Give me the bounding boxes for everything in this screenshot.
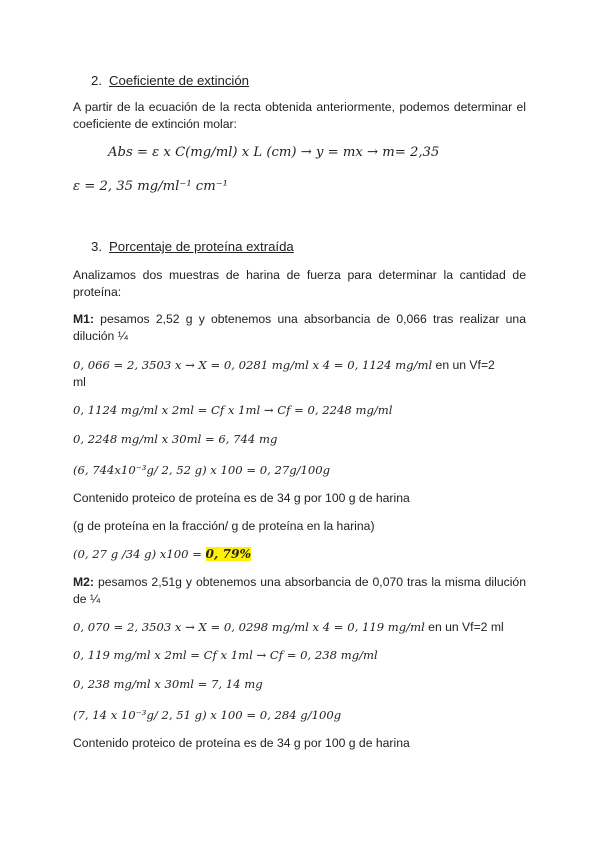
m1-label: M1:	[73, 312, 94, 326]
m2-content-text: Contenido proteico de proteína es de 34 g por 100 g de harina	[73, 736, 410, 750]
m1-eq1-tail-2: ml	[73, 375, 86, 389]
section-3-heading	[91, 238, 526, 255]
m1-eq5-math: (0, 27 g /34 g) x100 =	[73, 547, 206, 561]
section-2-heading	[91, 72, 526, 89]
m1-equation-2: 0, 1124 mg/ml x 2ml = Cf x 1ml → Cf = 0, 2248 mg/ml	[73, 403, 393, 417]
section-2-paragraph: A partir de la ecuación de la recta obtenida anteriormente, podemos determinar el coeficiente de extinción molar:	[73, 100, 526, 131]
m1-eq1-math: 0, 066 = 2, 3503 x → X = 0, 0281 mg/ml x 4 = 0, 1124 mg/ml	[73, 358, 433, 372]
m2-eq1-tail: en un Vf=2 ml	[424, 620, 504, 634]
section-title: Coeficiente de extinción	[109, 73, 250, 88]
m2-equation-3: 0, 238 mg/ml x 30ml = 7, 14 mg	[73, 677, 263, 691]
m2-equation-1	[73, 619, 526, 636]
m1-eq1-tail: en un Vf=2	[432, 358, 495, 372]
m1-result-highlight: 0, 79%	[205, 547, 252, 561]
m1-text: pesamos 2,52 g y obtenemos una absorbancia de 0,066 tras realizar una dilución ¼	[73, 312, 526, 343]
m1-note-text: (g de proteína en la fracción/ g de proteína en la harina)	[73, 519, 375, 533]
m1-equation-3: 0, 2248 mg/ml x 30ml = 6, 744 mg	[73, 432, 278, 446]
m1-equation-5	[73, 546, 526, 563]
section-number: 2.	[91, 73, 102, 88]
m2-text: pesamos 2,51g y obtenemos una absorbancia de 0,070 tras la misma dilución de ¼	[73, 575, 526, 606]
section-number: 3.	[91, 239, 102, 254]
section-title: Porcentaje de proteína extraída	[109, 239, 294, 254]
m1-equation-1	[73, 357, 526, 374]
m2-equation-2: 0, 119 mg/ml x 2ml = Cf x 1ml → Cf = 0, 238 mg/ml	[73, 648, 378, 662]
m2-equation-4: (7, 14 x 10⁻³g/ 2, 51 g) x 100 = 0, 284 g/100g	[73, 708, 342, 722]
m2-label: M2:	[73, 575, 94, 589]
m1-equation-4: (6, 744x10⁻³g/ 2, 52 g) x 100 = 0, 27g/100g	[73, 463, 331, 477]
equation-abs: Abs = ε x C(mg/ml) x L (cm) → y = mx → m= 2,35	[108, 145, 440, 160]
m2-eq1-math: 0, 070 = 2, 3503 x → X = 0, 0298 mg/ml x 4 = 0, 119 mg/ml	[73, 620, 425, 634]
equation-epsilon: ε = 2, 35 mg/ml⁻¹ cm⁻¹	[73, 179, 228, 194]
section-3-paragraph: Analizamos dos muestras de harina de fuerza para determinar la cantidad de proteína:	[73, 268, 526, 299]
m1-content-text: Contenido proteico de proteína es de 34 g por 100 g de harina	[73, 491, 410, 505]
m1-description	[73, 311, 526, 345]
m2-description	[73, 574, 526, 608]
